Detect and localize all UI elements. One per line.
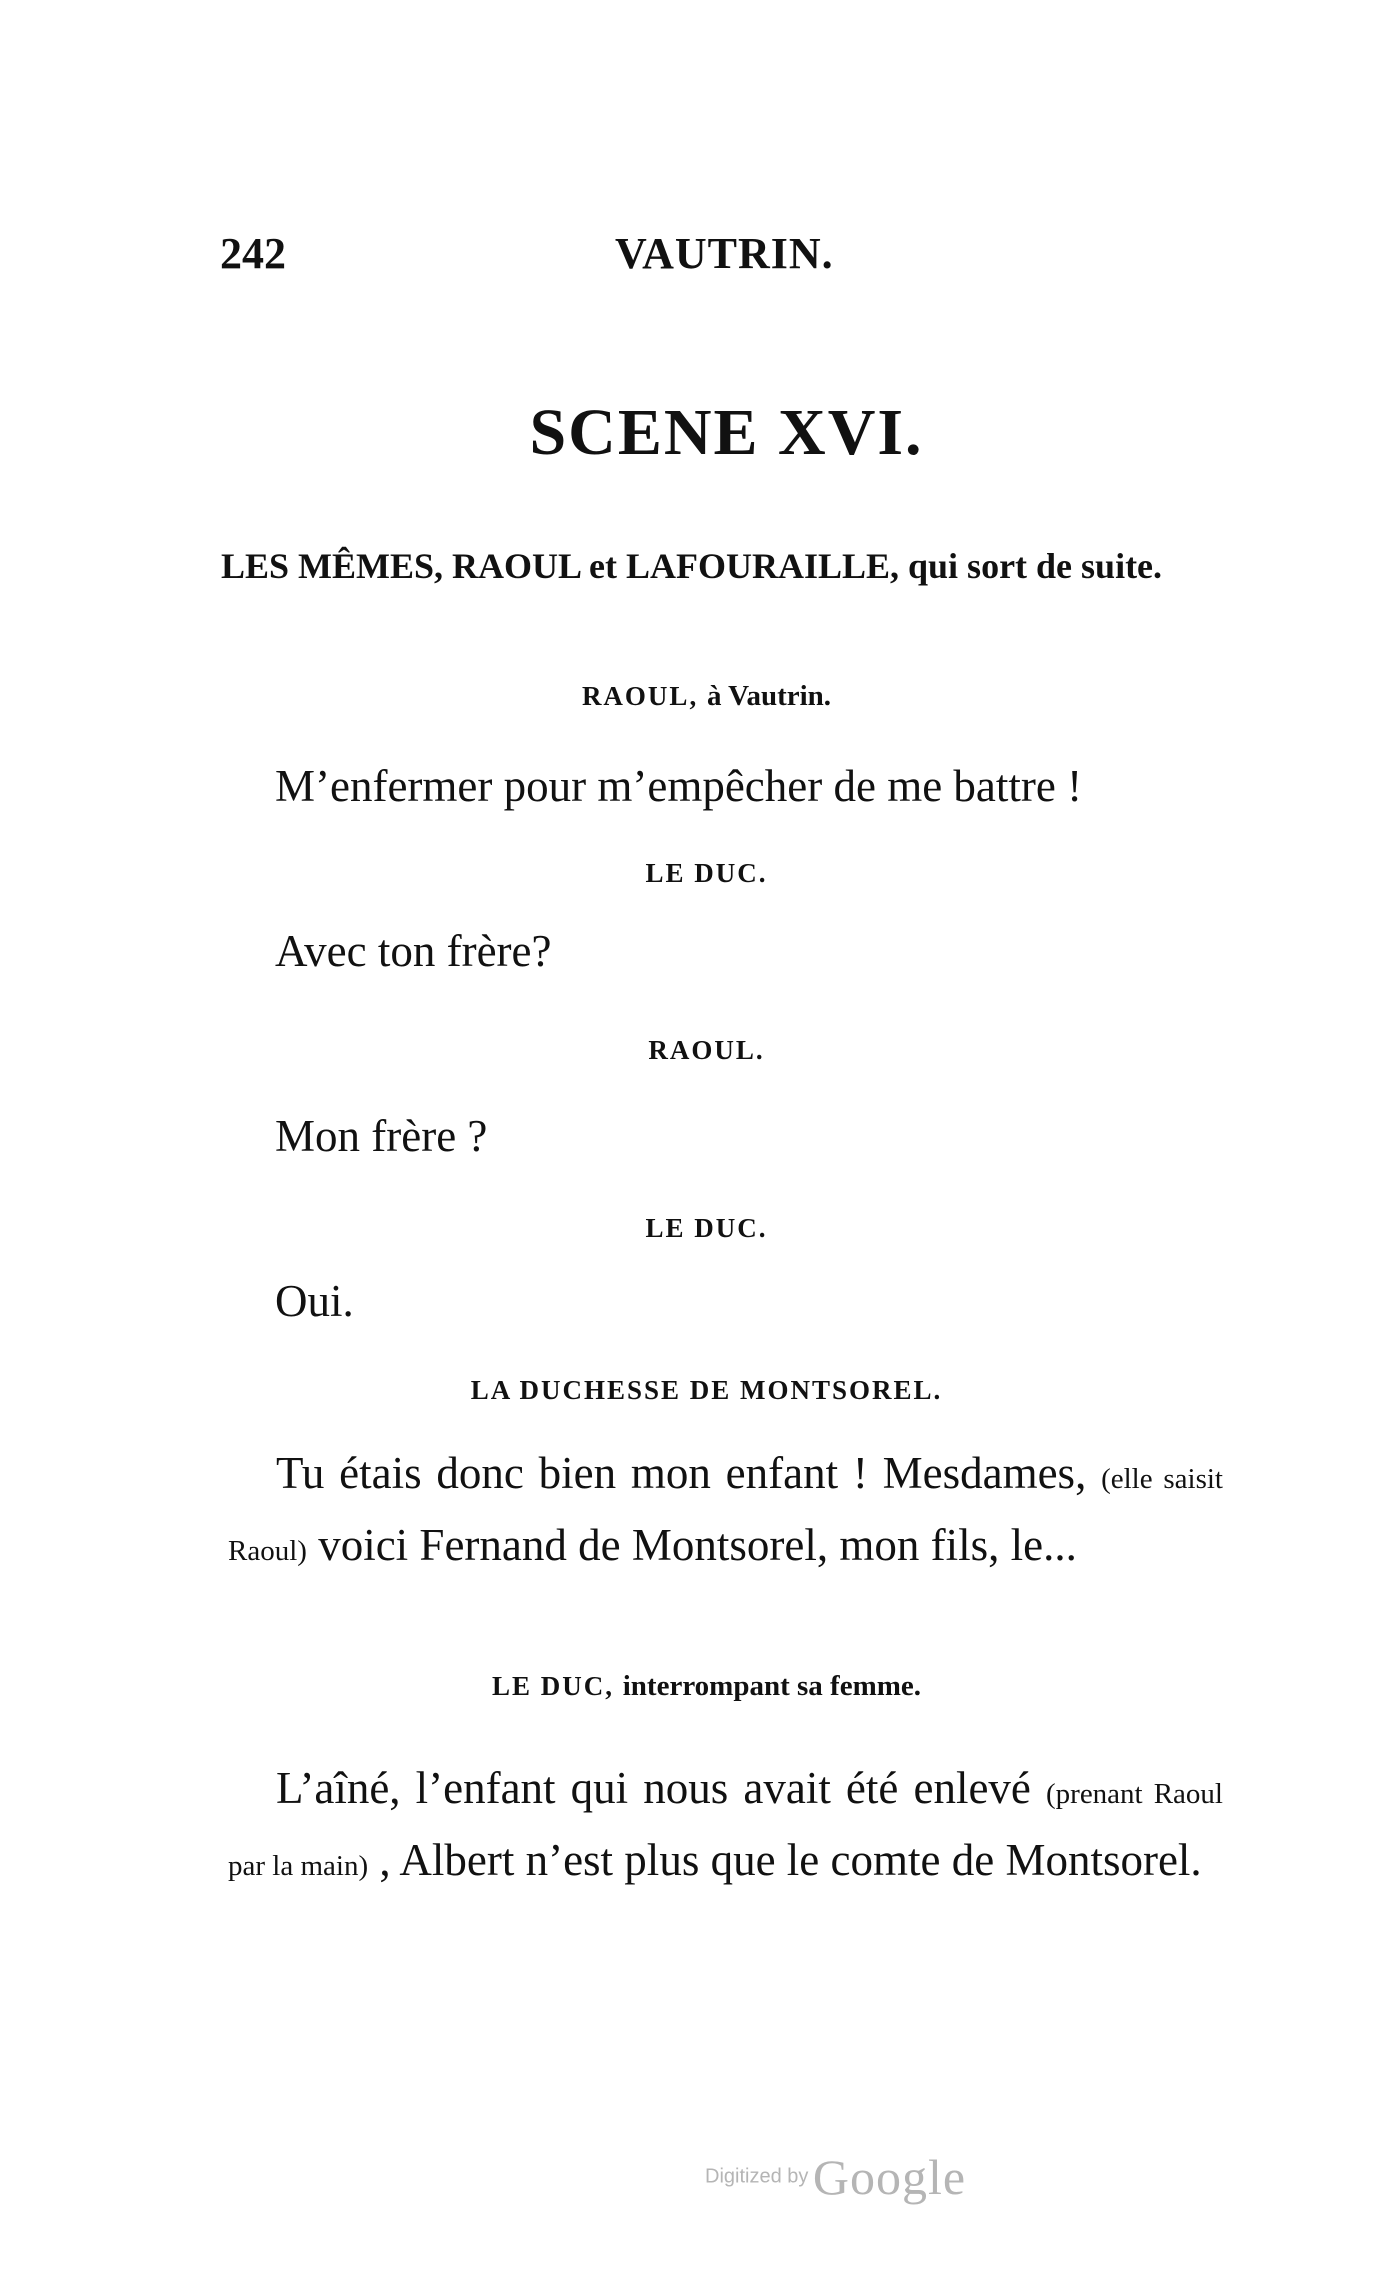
speaker-label (0, 858, 1383, 889)
dialogue-line: M’enfermer pour m’empêcher de me battre ! (275, 761, 1083, 811)
digitized-by-google-watermark (705, 2148, 966, 2206)
speaker-name: LE DUC, (491, 1671, 614, 1701)
dialogue-text: , Albert n’est plus que le comte de Montsorel. (368, 1835, 1202, 1885)
speaker-name: RAOUL. (648, 1035, 765, 1065)
speaker-name: RAOUL, (581, 681, 699, 711)
dialogue-line: Oui. (275, 1276, 354, 1326)
speaker-name: LE DUC. (645, 1213, 768, 1243)
dialogue-paragraph (228, 1755, 1223, 1899)
speaker-label (0, 1375, 1383, 1406)
speaker-label (0, 1213, 1383, 1244)
running-title: VAUTRIN. (615, 229, 834, 278)
scene-cast-list: LES MÊMES, RAOUL et LAFOURAILLE, qui sort de suite. (220, 546, 1163, 586)
speaker-label (0, 1670, 1383, 1703)
speaker-name: LA DUCHESSE DE MONTSOREL. (470, 1375, 943, 1405)
inline-stage-direction: (prenant Raoul par la main) (228, 1778, 1223, 1882)
dialogue-paragraph (228, 1440, 1223, 1584)
dialogue-text: Tu étais donc bien mon enfant ! Mesdames, (276, 1448, 1102, 1498)
speaker-label (0, 1035, 1383, 1066)
dialogue-text: voici Fernand de Montsorel, mon fils, le... (306, 1520, 1077, 1570)
dialogue-text: L’aîné, l’enfant qui nous avait été enlevé (276, 1763, 1046, 1813)
inline-stage-direction: (elle saisit Raoul) (228, 1463, 1223, 1567)
dialogue-line: Avec ton frère? (275, 926, 552, 976)
google-logo: Google (812, 2149, 967, 2205)
stage-direction: à Vautrin. (706, 680, 832, 712)
watermark-prefix: Digitized by (705, 2165, 809, 2188)
speaker-name: LE DUC. (645, 858, 768, 888)
speaker-label (0, 680, 1383, 713)
page-number: 242 (220, 229, 286, 278)
dialogue-line: Mon frère ? (275, 1111, 488, 1161)
stage-direction: interrompant sa femme. (622, 1670, 922, 1702)
scene-title: SCENE XVI. (529, 396, 924, 469)
